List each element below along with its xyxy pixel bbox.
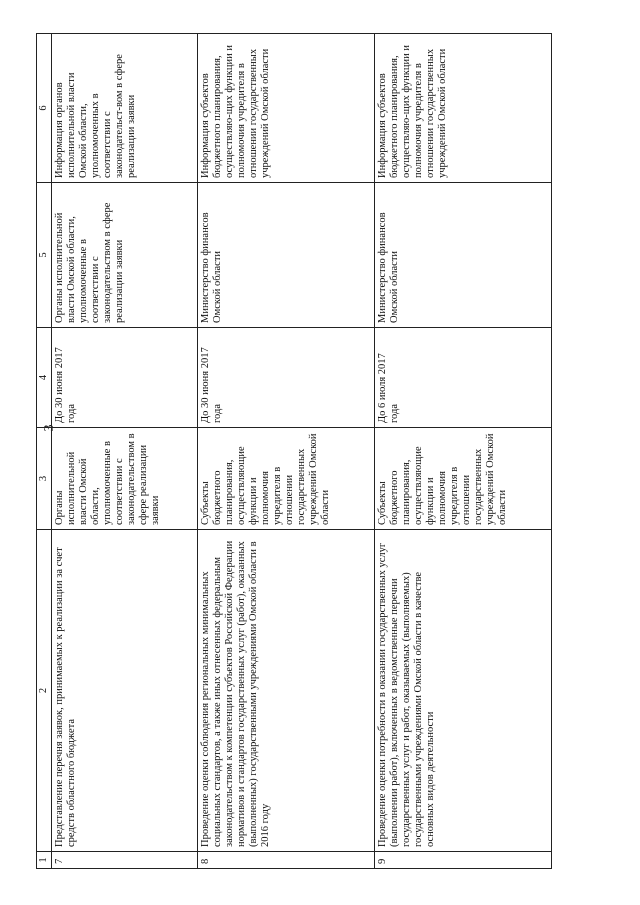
table-row xyxy=(197,34,374,869)
row-number: 9 xyxy=(374,852,551,869)
event-cell: Проведение оценки соблюдения региональных минимальных социальных стандартов, а также иных отнесенных федеральным законодательством к компетенции субъектов Российской Федерации нормативов и стандартов государственных услуг (работ), оказанных (выполненных) государственными учреждениями Омской области в 2016 году xyxy=(197,530,374,852)
table-row xyxy=(374,34,551,869)
recipient-cell: Министерство финансов Омской области xyxy=(197,183,374,328)
executor-cell: Субъекты бюджетного планирования, осуществляющие функции и полномочия учредителя в отношении государственных учреждений Омской области xyxy=(374,428,551,530)
event-cell: Представление перечня заявок, принимаемых к реализации за счет средств областного бюджета xyxy=(52,530,198,852)
row-number: 7 xyxy=(52,852,198,869)
row-number: 8 xyxy=(197,852,374,869)
recipient-cell: Министерство финансов Омской области xyxy=(374,183,551,328)
col-header-2: 2 xyxy=(37,530,52,852)
table-row xyxy=(52,34,198,869)
executor-cell: Органы исполнительной власти Омской области, уполномоченные в соответствии с законодательством в сфере реализации заявки xyxy=(52,428,198,530)
executor-cell: Субъекты бюджетного планирования, осуществляющие функции и полномочия учредителя в отношении государственных учреждений Омской области xyxy=(197,428,374,530)
col-header-4: 4 xyxy=(37,328,52,428)
col-header-1: 1 xyxy=(37,852,52,869)
col-header-3: 3 xyxy=(37,428,52,530)
info-cell: Информация субъектов бюджетного планирования, осуществляю-щих функции и полномочия учредителя в отношении государственных учреждений Омской области xyxy=(197,34,374,183)
col-header-6: 6 xyxy=(37,34,52,183)
col-header-5: 5 xyxy=(37,183,52,328)
info-cell: Информация органов исполнительной власти Омской области, уполномоченных в соответствии с законодательст-вом в сфере реализации заявки xyxy=(52,34,198,183)
header-row xyxy=(37,34,52,869)
deadline-cell: До 6 июля 2017 года xyxy=(374,328,551,428)
rotated-table-wrapper xyxy=(36,34,552,869)
plan-table xyxy=(36,33,552,869)
info-cell: Информация субъектов бюджетного планирования, осуществляю-щих функции и полномочия учредителя в отношении государственных учреждений Омской области xyxy=(374,34,551,183)
page-number: 3 xyxy=(42,424,57,432)
deadline-cell: До 30 июня 2017 года xyxy=(52,328,198,428)
event-cell: Проведение оценки потребности в оказании государственных услуг (выполнении работ), включенных в ведомственные перечни государственных услуг и работ, оказываемых (выполняемых) государственными учреждениями Омской области в качестве основных видов деятельности xyxy=(374,530,551,852)
recipient-cell: Органы исполнительной власти Омской области, уполномоченные в соответствии с законодательством в сфере реализации заявки xyxy=(52,183,198,328)
deadline-cell: До 30 июня 2017 года xyxy=(197,328,374,428)
